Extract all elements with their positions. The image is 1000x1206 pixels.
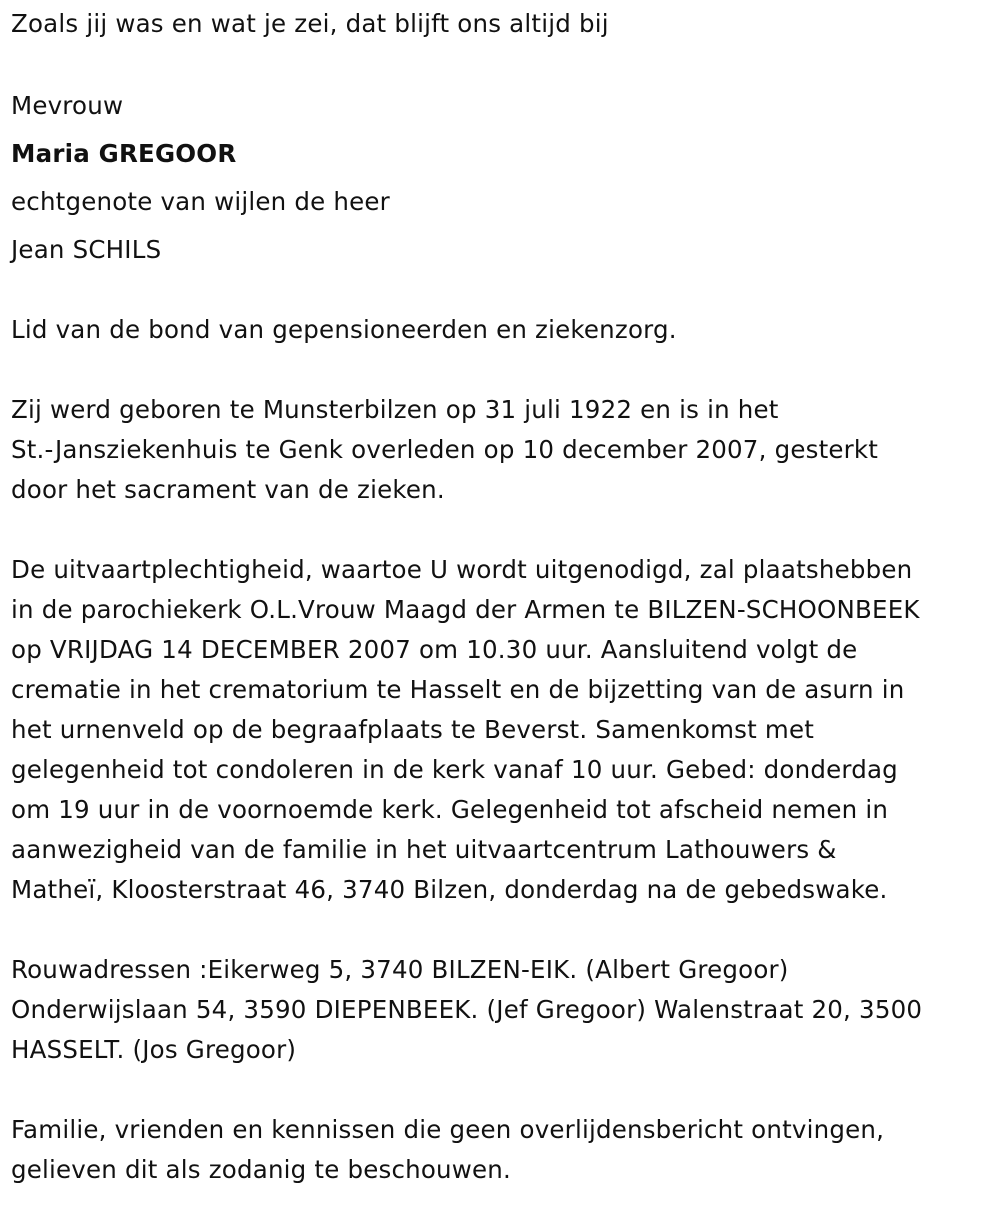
closing-paragraph	[11, 1110, 996, 1190]
birth-death-line: St.-Jansziekenhuis te Genk overleden op 10 december 2007, gesterkt	[11, 435, 879, 464]
spouse-name: Jean SCHILS	[11, 235, 162, 264]
birth-death-paragraph	[11, 390, 996, 510]
closing-line: gelieven dit als zodanig te beschouwen.	[11, 1155, 512, 1184]
deceased-name: Maria GREGOOR	[11, 139, 237, 168]
funeral-line: het urnenveld op de begraafplaats te Beverst. Samenkomst met	[11, 715, 815, 744]
motto: Zoals jij was en wat je zei, dat blijft ons altijd bij	[11, 9, 609, 38]
address-line: Onderwijslaan 54, 3590 DIEPENBEEK. (Jef Gregoor) Walenstraat 20, 3500	[11, 995, 923, 1024]
address-line: Rouwadressen :Eikerweg 5, 3740 BILZEN-EIK. (Albert Gregoor)	[11, 955, 789, 984]
funeral-line: crematie in het crematorium te Hasselt en de bijzetting van de asurn in	[11, 675, 905, 704]
funeral-line: op VRIJDAG 14 DECEMBER 2007 om 10.30 uur. Aansluitend volgt de	[11, 635, 858, 664]
funeral-line: De uitvaartplechtigheid, waartoe U wordt uitgenodigd, zal plaatshebben	[11, 555, 913, 584]
salutation: Mevrouw	[11, 91, 124, 120]
membership: Lid van de bond van gepensioneerden en ziekenzorg.	[11, 315, 677, 344]
funeral-paragraph	[11, 550, 996, 910]
funeral-line: in de parochiekerk O.L.Vrouw Maagd der Armen te BILZEN-SCHOONBEEK	[11, 595, 920, 624]
funeral-line: aanwezigheid van de familie in het uitvaartcentrum Lathouwers &	[11, 835, 837, 864]
closing-line: Familie, vrienden en kennissen die geen overlijdensbericht ontvingen,	[11, 1115, 885, 1144]
addresses-paragraph	[11, 950, 996, 1070]
funeral-line: Matheï, Kloosterstraat 46, 3740 Bilzen, donderdag na de gebedswake.	[11, 875, 888, 904]
relation: echtgenote van wijlen de heer	[11, 187, 390, 216]
address-line: HASSELT. (Jos Gregoor)	[11, 1035, 297, 1064]
funeral-line: gelegenheid tot condoleren in de kerk vanaf 10 uur. Gebed: donderdag	[11, 755, 898, 784]
birth-death-line: door het sacrament van de zieken.	[11, 475, 445, 504]
funeral-line: om 19 uur in de voornoemde kerk. Gelegenheid tot afscheid nemen in	[11, 795, 889, 824]
birth-death-line: Zij werd geboren te Munsterbilzen op 31 juli 1922 en is in het	[11, 395, 779, 424]
